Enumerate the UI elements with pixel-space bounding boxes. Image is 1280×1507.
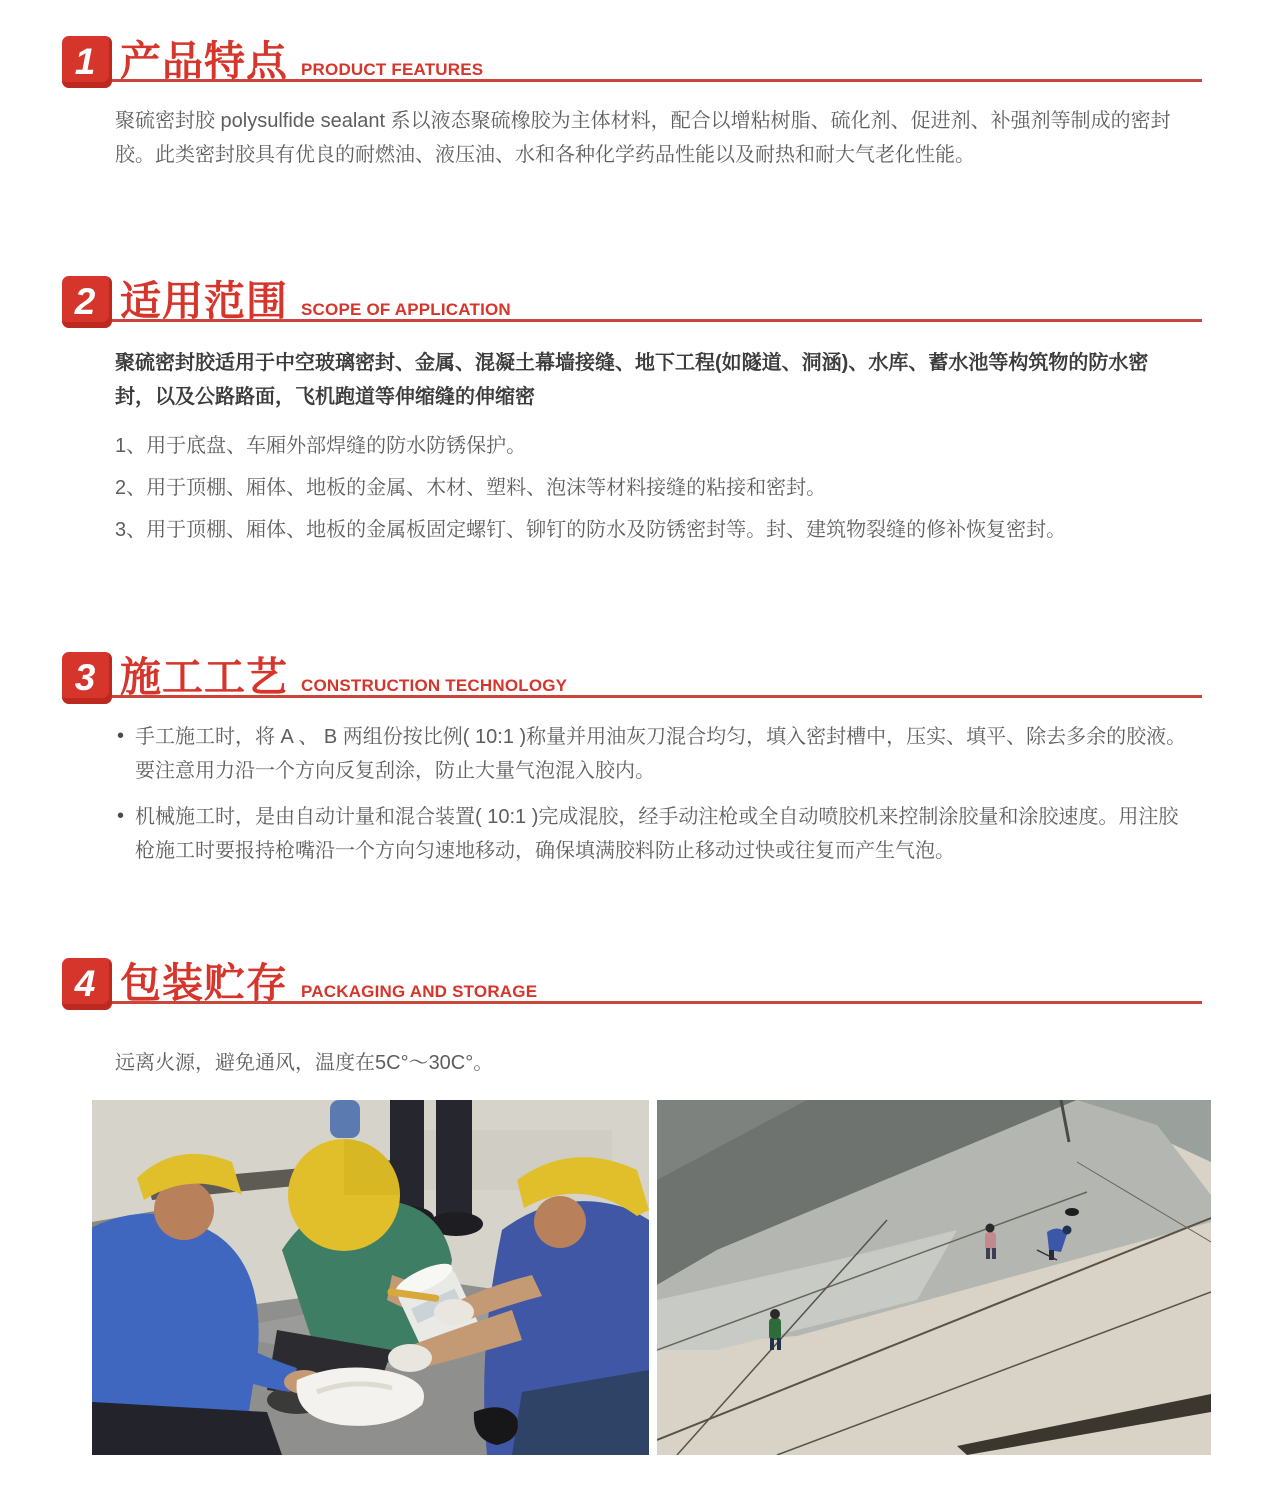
section-number-badge [62, 276, 112, 328]
section-header-construction-technology [62, 652, 1202, 704]
list-item: 1、用于底盘、车厢外部焊缝的防水防锈保护。 [115, 435, 527, 457]
scope-application-list [115, 428, 1188, 548]
construction-steps-list [115, 720, 1188, 868]
section-subtitle: PRODUCT FEATURES [301, 60, 484, 80]
section-title: 施工工艺 [120, 654, 288, 701]
storage-paragraph: 远离火源，避免通风，温度在5C°～30C°。 [115, 1052, 494, 1074]
dam-slope-joint-sealing-photo [657, 1100, 1211, 1455]
section-number: 1 [74, 41, 96, 82]
section-title: 包装贮存 [120, 960, 288, 1007]
section-subtitle: SCOPE OF APPLICATION [301, 300, 511, 320]
workers-mixing-sealant-photo [92, 1100, 649, 1455]
section-number-badge [62, 958, 112, 1010]
dam-slope-illustration [657, 1100, 1211, 1455]
section-number: 4 [74, 963, 96, 1004]
section-subtitle: PACKAGING AND STORAGE [301, 982, 538, 1002]
scope-lead-paragraph: 聚硫密封胶适用于中空玻璃密封、金属、混凝土幕墙接缝、地下工程(如隧道、洞涵)、水库、蓄水池等构筑物的防水密封，以及公路路面，飞机跑道等伸缩缝的伸缩密 [115, 352, 1149, 408]
workers-photo-illustration [92, 1100, 649, 1455]
section-title: 适用范围 [120, 278, 288, 325]
section-number-badge [62, 652, 112, 704]
section-title: 产品特点 [120, 38, 288, 85]
section-header-product-features [62, 36, 1202, 88]
section-number-badge [62, 36, 112, 88]
section-header-scope-of-application [62, 276, 1202, 328]
section-subtitle: CONSTRUCTION TECHNOLOGY [301, 676, 568, 696]
bullet-item: • 机械施工时，是由自动计量和混合装置( 10:1 )完成混胶，经手动注枪或全自动喷胶机来控制涂胶量和涂胶速度。用注胶枪施工时要报持枪嘴沿一个方向匀速地移动，确保填满胶料防止移动过快或往复而产生气泡。 [115, 800, 1188, 868]
list-item: 3、用于顶棚、厢体、地板的金属板固定螺钉、铆钉的防水及防锈密封等。封、建筑物裂缝的修补恢复密封。 [115, 519, 1067, 541]
section-number: 3 [74, 657, 96, 698]
section-number: 2 [74, 281, 96, 322]
section-header-packaging-and-storage [62, 958, 1202, 1010]
product-features-paragraph: 聚硫密封胶 polysulfide sealant 系以液态聚硫橡胶为主体材料，配合以增粘树脂、硫化剂、促进剂、补强剂等制成的密封胶。此类密封胶具有优良的耐燃油、液压油、水和各种化学药品性能以及耐热和耐大气老化性能。 [115, 110, 1171, 166]
list-item: 2、用于顶棚、厢体、地板的金属、木材、塑料、泡沫等材料接缝的粘接和密封。 [115, 477, 827, 499]
bullet-item: • 手工施工时，将 A 、 B 两组份按比例( 10:1 )称量并用油灰刀混合均匀，填入密封槽中，压实、填平、除去多余的胶液。要注意用力沿一个方向反复刮涂，防止大量气泡混入胶内。 [115, 720, 1188, 788]
photo-row [92, 1100, 1280, 1455]
